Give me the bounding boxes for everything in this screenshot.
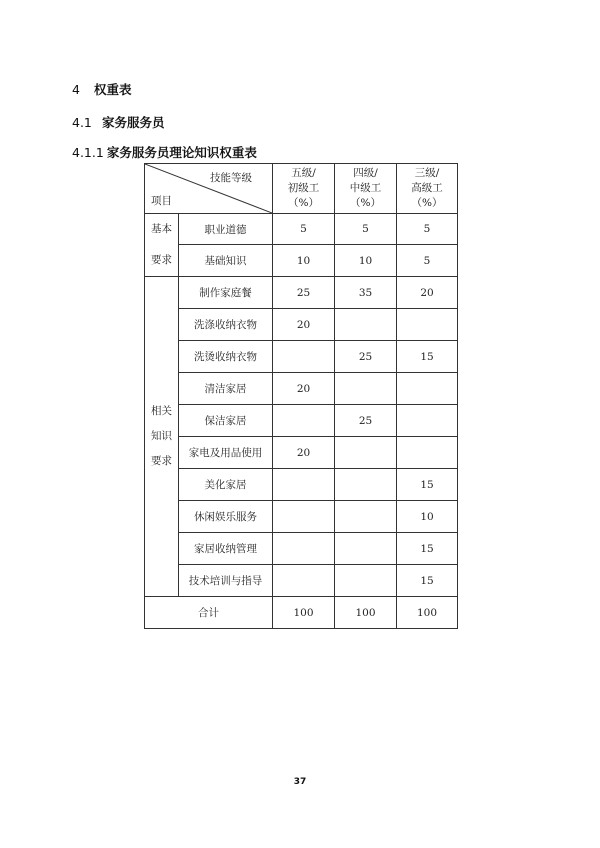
group-label: 基本 bbox=[151, 223, 172, 235]
group-label: 知识 bbox=[151, 430, 172, 442]
table-row bbox=[145, 469, 458, 501]
subsection-title: 家务服务员 bbox=[102, 115, 165, 130]
level-unit: （%） bbox=[288, 197, 319, 209]
value-cell bbox=[397, 405, 458, 437]
table-row bbox=[145, 501, 458, 533]
subsection-number: 4.1 bbox=[72, 115, 92, 130]
value-cell: 35 bbox=[335, 277, 397, 309]
item-cell: 保洁家居 bbox=[179, 405, 273, 437]
item-cell: 休闲娱乐服务 bbox=[179, 501, 273, 533]
table-row bbox=[145, 309, 458, 341]
value-cell bbox=[335, 469, 397, 501]
table-heading bbox=[72, 143, 257, 161]
level-label: 三级/ bbox=[414, 167, 440, 179]
total-label: 合计 bbox=[145, 597, 273, 629]
group-cell-basic bbox=[145, 214, 179, 277]
level-label: 初级工 bbox=[287, 182, 320, 194]
value-cell bbox=[273, 405, 335, 437]
item-cell: 家居收纳管理 bbox=[179, 533, 273, 565]
value-cell: 5 bbox=[397, 214, 458, 245]
total-value: 100 bbox=[335, 597, 397, 629]
table-row bbox=[145, 277, 458, 309]
table-row bbox=[145, 533, 458, 565]
value-cell: 25 bbox=[335, 341, 397, 373]
value-cell bbox=[273, 533, 335, 565]
value-cell bbox=[273, 469, 335, 501]
total-row bbox=[145, 597, 458, 629]
level-unit: （%） bbox=[350, 197, 381, 209]
value-cell: 15 bbox=[397, 341, 458, 373]
value-cell: 15 bbox=[397, 533, 458, 565]
value-cell: 10 bbox=[273, 245, 335, 277]
table-row bbox=[145, 565, 458, 597]
level-label: 四级/ bbox=[353, 167, 378, 179]
item-cell: 职业道德 bbox=[179, 214, 273, 245]
total-value: 100 bbox=[397, 597, 458, 629]
value-cell: 20 bbox=[397, 277, 458, 309]
value-cell: 5 bbox=[335, 214, 397, 245]
value-cell bbox=[335, 373, 397, 405]
value-cell bbox=[335, 501, 397, 533]
item-cell: 美化家居 bbox=[179, 469, 273, 501]
level-header-4 bbox=[335, 164, 397, 214]
value-cell: 20 bbox=[273, 309, 335, 341]
level-label: 五级/ bbox=[291, 167, 316, 179]
level-label: 高级工 bbox=[411, 182, 443, 194]
value-cell bbox=[335, 533, 397, 565]
group-label: 要求 bbox=[151, 254, 172, 266]
value-cell: 20 bbox=[273, 373, 335, 405]
value-cell bbox=[273, 501, 335, 533]
table-row bbox=[145, 214, 458, 245]
level-header-5 bbox=[273, 164, 335, 214]
page-number: 37 bbox=[293, 777, 307, 787]
value-cell: 25 bbox=[335, 405, 397, 437]
corner-top-label: 技能等级 bbox=[210, 172, 252, 184]
total-value: 100 bbox=[273, 597, 335, 629]
table-heading-number: 4.1.1 bbox=[72, 145, 104, 160]
corner-bottom-label: 项目 bbox=[151, 195, 172, 207]
value-cell: 15 bbox=[397, 469, 458, 501]
value-cell bbox=[397, 437, 458, 469]
item-cell: 制作家庭餐 bbox=[179, 277, 273, 309]
item-cell: 洗烫收纳衣物 bbox=[179, 341, 273, 373]
table-row bbox=[145, 341, 458, 373]
table-row bbox=[145, 245, 458, 277]
value-cell: 10 bbox=[397, 501, 458, 533]
value-cell bbox=[397, 309, 458, 341]
value-cell: 25 bbox=[273, 277, 335, 309]
value-cell bbox=[335, 565, 397, 597]
value-cell bbox=[273, 341, 335, 373]
level-header-3 bbox=[397, 164, 458, 214]
group-label: 要求 bbox=[151, 455, 172, 467]
group-label: 相关 bbox=[151, 405, 172, 417]
table-row bbox=[145, 437, 458, 469]
group-cell-related bbox=[145, 277, 179, 597]
value-cell: 5 bbox=[273, 214, 335, 245]
subsection-heading bbox=[72, 113, 165, 131]
table-heading-title: 家务服务员理论知识权重表 bbox=[106, 145, 257, 160]
item-cell: 清洁家居 bbox=[179, 373, 273, 405]
value-cell bbox=[335, 309, 397, 341]
table-row bbox=[145, 373, 458, 405]
value-cell: 20 bbox=[273, 437, 335, 469]
corner-header-cell bbox=[145, 164, 273, 214]
section-heading bbox=[72, 80, 132, 98]
value-cell bbox=[273, 565, 335, 597]
value-cell: 5 bbox=[397, 245, 458, 277]
table-row bbox=[145, 405, 458, 437]
value-cell bbox=[397, 373, 458, 405]
item-cell: 洗涤收纳衣物 bbox=[179, 309, 273, 341]
level-label: 中级工 bbox=[349, 182, 382, 194]
section-number: 4 bbox=[72, 82, 80, 97]
value-cell: 15 bbox=[397, 565, 458, 597]
item-cell: 技术培训与指导 bbox=[179, 565, 273, 597]
value-cell bbox=[335, 437, 397, 469]
level-unit: （%） bbox=[411, 197, 443, 209]
item-cell: 基础知识 bbox=[179, 245, 273, 277]
section-title: 权重表 bbox=[94, 82, 132, 97]
value-cell: 10 bbox=[335, 245, 397, 277]
weight-table bbox=[144, 163, 458, 629]
item-cell: 家电及用品使用 bbox=[179, 437, 273, 469]
